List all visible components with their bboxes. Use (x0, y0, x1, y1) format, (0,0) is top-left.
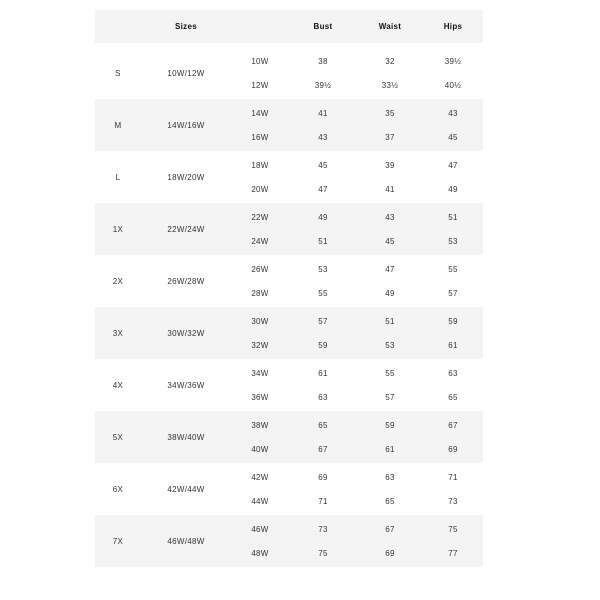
bust-value: 47 (318, 184, 328, 194)
size-range-label: 10W/12W (167, 68, 205, 78)
hips-value: 63 (448, 368, 458, 378)
hips-value: 45 (448, 132, 458, 142)
sub-size-label: 14W (251, 108, 269, 118)
waist-value: 39 (385, 160, 395, 170)
sub-size-label: 22W (251, 212, 269, 222)
size-label: L (115, 172, 121, 182)
bust-value: 45 (318, 160, 328, 170)
bust-value: 41 (318, 108, 328, 118)
bust-value: 39½ (314, 80, 332, 90)
size-chart-table (95, 10, 483, 567)
hips-value: 57 (448, 288, 458, 298)
bust-value: 51 (318, 236, 328, 246)
column-header-sizes: Sizes (175, 22, 197, 31)
hips-value: 75 (448, 524, 458, 534)
table-body (95, 47, 483, 567)
size-label: S (115, 68, 121, 78)
bust-value: 53 (318, 264, 328, 274)
size-label: 1X (112, 224, 124, 234)
column-header-bust: Bust (313, 22, 333, 31)
waist-value: 45 (385, 236, 395, 246)
sub-size-label: 40W (251, 444, 269, 454)
sub-size-label: 34W (251, 368, 269, 378)
size-row (95, 47, 483, 99)
sub-size-label: 48W (251, 548, 269, 558)
hips-value: 40½ (444, 80, 462, 90)
column-header-waist: Waist (378, 22, 402, 31)
size-row (95, 515, 483, 567)
sub-size-label: 26W (251, 264, 269, 274)
bust-value: 61 (318, 368, 328, 378)
size-row (95, 203, 483, 255)
bust-value: 75 (318, 548, 328, 558)
column-header-hips: Hips (443, 22, 463, 31)
sub-size-label: 28W (251, 288, 269, 298)
size-range-label: 42W/44W (167, 484, 205, 494)
sub-size-label: 44W (251, 496, 269, 506)
bust-value: 71 (318, 496, 328, 506)
waist-value: 53 (385, 340, 395, 350)
hips-value: 67 (448, 420, 458, 430)
size-range-label: 38W/40W (167, 432, 205, 442)
bust-value: 73 (318, 524, 328, 534)
size-label: 3X (112, 328, 124, 338)
hips-value: 39½ (444, 56, 462, 66)
size-range-label: 34W/36W (167, 380, 205, 390)
waist-value: 32 (385, 56, 395, 66)
hips-value: 49 (448, 184, 458, 194)
size-row (95, 463, 483, 515)
bust-value: 65 (318, 420, 328, 430)
hips-value: 55 (448, 264, 458, 274)
waist-value: 51 (385, 316, 395, 326)
waist-value: 33½ (381, 80, 399, 90)
waist-value: 35 (385, 108, 395, 118)
bust-value: 69 (318, 472, 328, 482)
sub-size-label: 16W (251, 132, 269, 142)
waist-value: 47 (385, 264, 395, 274)
table-header-row (95, 10, 483, 43)
waist-value: 49 (385, 288, 395, 298)
bust-value: 67 (318, 444, 328, 454)
waist-value: 41 (385, 184, 395, 194)
bust-value: 59 (318, 340, 328, 350)
size-row (95, 255, 483, 307)
bust-value: 38 (318, 56, 328, 66)
hips-value: 73 (448, 496, 458, 506)
size-row (95, 307, 483, 359)
sub-size-label: 18W (251, 160, 269, 170)
size-label: M (114, 120, 122, 130)
size-range-label: 14W/16W (167, 120, 205, 130)
hips-value: 43 (448, 108, 458, 118)
size-range-label: 46W/48W (167, 536, 205, 546)
hips-value: 69 (448, 444, 458, 454)
size-label: 4X (112, 380, 124, 390)
waist-value: 57 (385, 392, 395, 402)
waist-value: 43 (385, 212, 395, 222)
sub-size-label: 30W (251, 316, 269, 326)
bust-value: 63 (318, 392, 328, 402)
size-row (95, 151, 483, 203)
size-label: 2X (112, 276, 124, 286)
hips-value: 61 (448, 340, 458, 350)
size-range-label: 22W/24W (167, 224, 205, 234)
sub-size-label: 12W (251, 80, 269, 90)
size-label: 6X (112, 484, 124, 494)
sub-size-label: 10W (251, 56, 269, 66)
sub-size-label: 42W (251, 472, 269, 482)
bust-value: 49 (318, 212, 328, 222)
size-label: 5X (112, 432, 124, 442)
hips-value: 51 (448, 212, 458, 222)
size-range-label: 26W/28W (167, 276, 205, 286)
size-label: 7X (112, 536, 124, 546)
waist-value: 67 (385, 524, 395, 534)
waist-value: 61 (385, 444, 395, 454)
sub-size-label: 46W (251, 524, 269, 534)
bust-value: 57 (318, 316, 328, 326)
sub-size-label: 20W (251, 184, 269, 194)
waist-value: 69 (385, 548, 395, 558)
bust-value: 43 (318, 132, 328, 142)
size-row (95, 359, 483, 411)
waist-value: 37 (385, 132, 395, 142)
hips-value: 47 (448, 160, 458, 170)
hips-value: 65 (448, 392, 458, 402)
waist-value: 63 (385, 472, 395, 482)
bust-value: 55 (318, 288, 328, 298)
sub-size-label: 36W (251, 392, 269, 402)
waist-value: 59 (385, 420, 395, 430)
size-row (95, 411, 483, 463)
size-range-label: 18W/20W (167, 172, 205, 182)
waist-value: 55 (385, 368, 395, 378)
hips-value: 77 (448, 548, 458, 558)
waist-value: 65 (385, 496, 395, 506)
hips-value: 53 (448, 236, 458, 246)
sub-size-label: 38W (251, 420, 269, 430)
sub-size-label: 24W (251, 236, 269, 246)
size-range-label: 30W/32W (167, 328, 205, 338)
hips-value: 59 (448, 316, 458, 326)
sub-size-label: 32W (251, 340, 269, 350)
hips-value: 71 (448, 472, 458, 482)
size-row (95, 99, 483, 151)
